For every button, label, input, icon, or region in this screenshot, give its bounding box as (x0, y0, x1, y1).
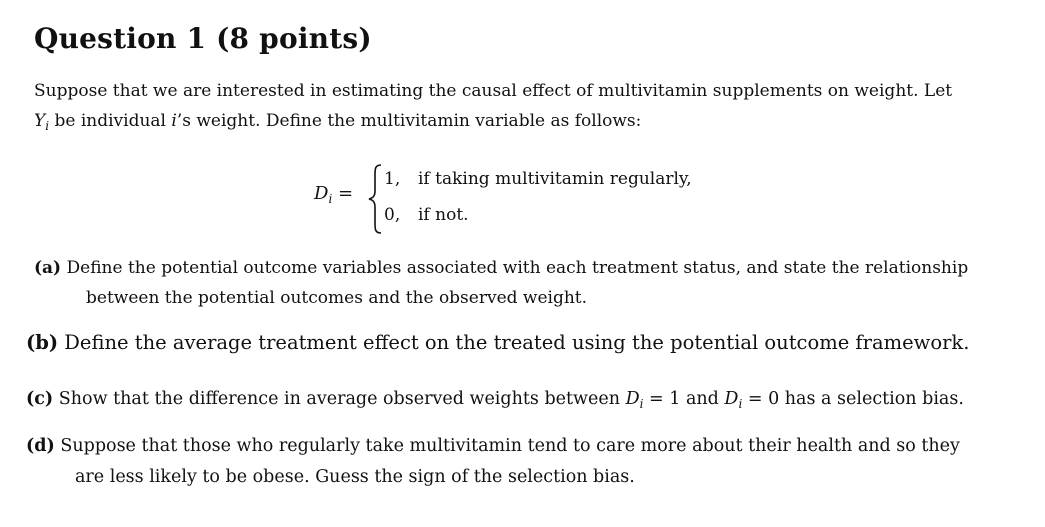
part-c-eq-2: = 0 has a selection bias. (742, 389, 964, 409)
var-y: Y (34, 111, 46, 131)
part-a-text-1: Define the potential outcome variables associated with each treatment status, and state the relationship (66, 258, 969, 278)
part-b-label: (b) (26, 331, 59, 354)
part-c-eq-1: = 1 and (643, 389, 725, 409)
part-c (26, 389, 964, 411)
equation-lhs (314, 183, 353, 206)
part-d-line-2: are less likely to be obese. Guess the sign of the selection bias. (75, 467, 635, 487)
intro-line-1: Suppose that we are interested in estimating the causal effect of multivitamin supplements on weight. Let (34, 81, 953, 101)
equation-case-2 (384, 205, 469, 225)
equals-sign: = (332, 183, 354, 204)
part-a-line-2: between the potential outcomes and the observed weight. (86, 288, 588, 308)
question-title: Question 1 (8 points) (34, 22, 372, 55)
part-a-label: (a) (34, 258, 62, 278)
part-c-text-before: Show that the difference in average observed weights between (58, 389, 626, 409)
intro-line-2 (34, 111, 641, 133)
part-d-line-1 (26, 436, 960, 456)
part-c-sub-1: i (639, 397, 644, 411)
case-1-value: 1, (384, 169, 401, 189)
var-y-subscript: i (45, 119, 50, 133)
part-a-line-1 (34, 258, 968, 278)
part-b-text: Define the average treatment effect on the treated using the potential outcome framework. (64, 331, 970, 354)
intro-line-2-mid: be individual (49, 111, 172, 131)
var-i: i (171, 111, 177, 131)
part-b (26, 331, 969, 354)
intro-line-2-rest: ’s weight. Define the multivitamin variable as follows: (176, 111, 642, 131)
equation-case-1 (384, 169, 692, 189)
part-d-text-1: Suppose that those who regularly take multivitamin tend to care more about their health and so they (60, 436, 960, 456)
var-d-subscript: i (328, 192, 333, 206)
left-brace-icon (367, 163, 383, 235)
case-1-condition: if taking multivitamin regularly, (418, 169, 692, 189)
part-c-var-2: D (724, 389, 739, 409)
case-2-value: 0, (384, 205, 401, 225)
case-2-condition: if not. (418, 205, 469, 225)
part-c-var-1: D (625, 389, 640, 409)
part-d-label: (d) (26, 436, 55, 456)
var-d: D (314, 183, 329, 204)
treatment-definition-equation (310, 163, 730, 239)
part-c-sub-2: i (738, 397, 743, 411)
part-c-label: (c) (26, 389, 54, 409)
